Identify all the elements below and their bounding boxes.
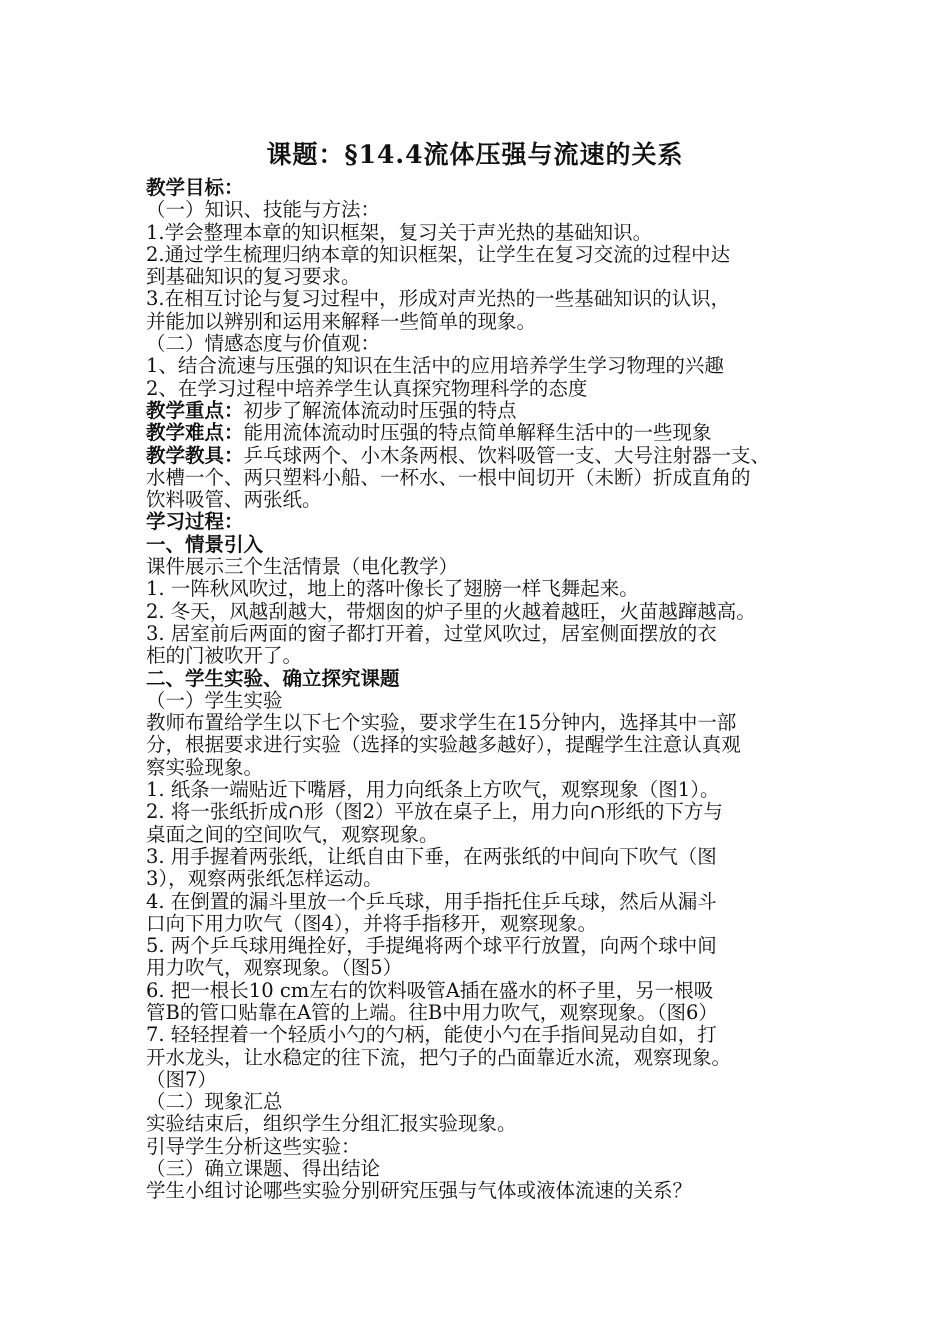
line-text: 实验结束后，组织学生分组汇报实验现象。 [146,1112,517,1136]
line-text: 1. 纸条一端贴近下嘴唇，用力向纸条上方吹气，观察现象（图1）。 [146,778,720,802]
line-text: 3. 居室前后两面的窗子都打开着，过堂风吹过，居室侧面摆放的衣 [146,621,717,645]
text-line [146,556,816,578]
text-line [146,400,816,422]
text-line [146,333,816,355]
text-line [146,177,816,199]
text-line [146,868,816,890]
text-line [146,422,816,444]
line-text: 1.学会整理本章的知识框架，复习关于声光热的基础知识。 [146,220,653,244]
line-text: 2. 将一张纸折成∩形（图2）平放在桌子上，用力向∩形纸的下方与 [146,800,723,824]
text-line [146,913,816,935]
text-line [146,578,816,600]
text-line [146,690,816,712]
line-text: 管B的管口贴靠在A管的上端。往B中用力吹气，观察现象。（图6） [146,1000,718,1024]
line-text: 2、在学习过程中培养学生认真探究物理科学的态度 [146,376,588,400]
section-label: 学习过程： [146,510,244,534]
line-text: 6. 把一根长10 cm左右的饮料吸管A插在盛水的杯子里，另一根吸 [146,978,714,1002]
line-text: 引导学生分析这些实验： [146,1134,361,1158]
text-line [146,1047,816,1069]
section-label: 教学教具： [146,443,244,467]
text-line [146,623,816,645]
line-text: 3. 用手握着两张纸，让纸自由下垂，在两张纸的中间向下吹气（图 [146,844,717,868]
line-text: （三）确立课题、得出结论 [146,1157,381,1181]
section-label: 二、学生实验、确立探究课题 [146,666,400,690]
text-line [146,779,816,801]
text-line [146,1158,816,1180]
line-text: （一）学生实验 [146,688,283,712]
line-text: 课件展示三个生活情景（电化教学） [146,555,459,579]
line-text: 3.在相互讨论与复习过程中，形成对声光热的一些基础知识的认识， [146,287,731,311]
line-text: 2. 冬天，风越刮越大，带烟囱的炉子里的火越着越旺，火苗越蹿越高。 [146,599,756,623]
line-text: （一）知识、技能与方法： [146,198,381,222]
text-line [146,1024,816,1046]
section-label: 一、情景引入 [146,532,264,556]
line-text: 察实验现象。 [146,755,264,779]
text-line [146,1091,816,1113]
text-line [146,935,816,957]
text-line [146,311,816,333]
text-line [146,489,816,511]
text-line [146,445,816,467]
line-text: 乒乓球两个、小木条两根、饮料吸管一支、大号注射器一支、 [243,443,771,467]
text-line [146,824,816,846]
line-text: （二）情感态度与价值观： [146,332,381,356]
line-text: 开水龙头，让水稳定的往下流，把勺子的凸面靠近水流，观察现象。 [146,1045,732,1069]
text-line [146,1136,816,1158]
line-text: 4. 在倒置的漏斗里放一个乒乓球，用手指托住乒乓球，然后从漏斗 [146,889,717,913]
lesson-title: 课题：§14.4流体压强与流速的关系 [266,140,684,169]
line-text: 口向下用力吹气（图4），并将手指移开，观察现象。 [146,911,598,935]
line-text: 分，根据要求进行实验（选择的实验越多越好），提醒学生注意认真观 [146,733,741,757]
line-text: 学生小组讨论哪些实验分别研究压强与气体或液体流速的关系？ [146,1179,693,1203]
line-text: （二）现象汇总 [146,1090,283,1114]
text-line [146,846,816,868]
line-text: 柜的门被吹开了。 [146,644,303,668]
text-line [146,957,816,979]
line-text: 能用流体流动时压强的特点简单解释生活中的一些现象 [243,421,712,445]
line-text: 5. 两个乒乓球用绳拴好，手提绳将两个球平行放置，向两个球中间 [146,934,717,958]
text-line [146,1069,816,1091]
text-line [146,467,816,489]
text-line [146,266,816,288]
text-line [146,244,816,266]
text-line [146,712,816,734]
line-text: 水槽一个、两只塑料小船、一杯水、一根中间切开（未断）折成直角的 [146,465,751,489]
line-text: 到基础知识的复习要求。 [146,265,361,289]
text-line [146,1113,816,1135]
lesson-body [146,177,816,1203]
text-line [146,891,816,913]
text-line [146,1180,816,1202]
line-text: 1. 一阵秋风吹过，地上的落叶像长了翅膀一样飞舞起来。 [146,577,639,601]
text-line [146,645,816,667]
section-label: 教学目标： [146,176,244,199]
line-text: 饮料吸管、两张纸。 [146,488,322,512]
text-line [146,734,816,756]
text-line [146,534,816,556]
line-text: 教师布置给学生以下七个实验，要求学生在15分钟内，选择其中一部 [146,711,737,735]
text-line [146,355,816,377]
line-text: 1、结合流速与压强的知识在生活中的应用培养学生学习物理的兴趣 [146,354,724,378]
text-line [146,1002,816,1024]
line-text: （图7） [146,1067,217,1091]
line-text: 用力吹气，观察现象。（图5） [146,956,403,980]
text-line [146,801,816,823]
line-text: 桌面之间的空间吹气，观察现象。 [146,822,439,846]
text-line [146,511,816,533]
text-line [146,222,816,244]
text-line [146,378,816,400]
text-line [146,199,816,221]
text-line [146,601,816,623]
line-text: 3），观察两张纸怎样运动。 [146,867,383,891]
text-line [146,288,816,310]
line-text: 2.通过学生梳理归纳本章的知识框架，让学生在复习交流的过程中达 [146,242,731,266]
text-line [146,668,816,690]
text-line [146,757,816,779]
section-label: 教学难点： [146,421,244,445]
line-text: 7. 轻轻捏着一个轻质小勺的勺柄，能使小勺在手指间晃动自如，打 [146,1023,717,1047]
line-text: 并能加以辨别和运用来解释一些简单的现象。 [146,309,537,333]
text-line [146,980,816,1002]
line-text: 初步了解流体流动时压强的特点 [243,398,517,422]
section-label: 教学重点： [146,398,244,422]
